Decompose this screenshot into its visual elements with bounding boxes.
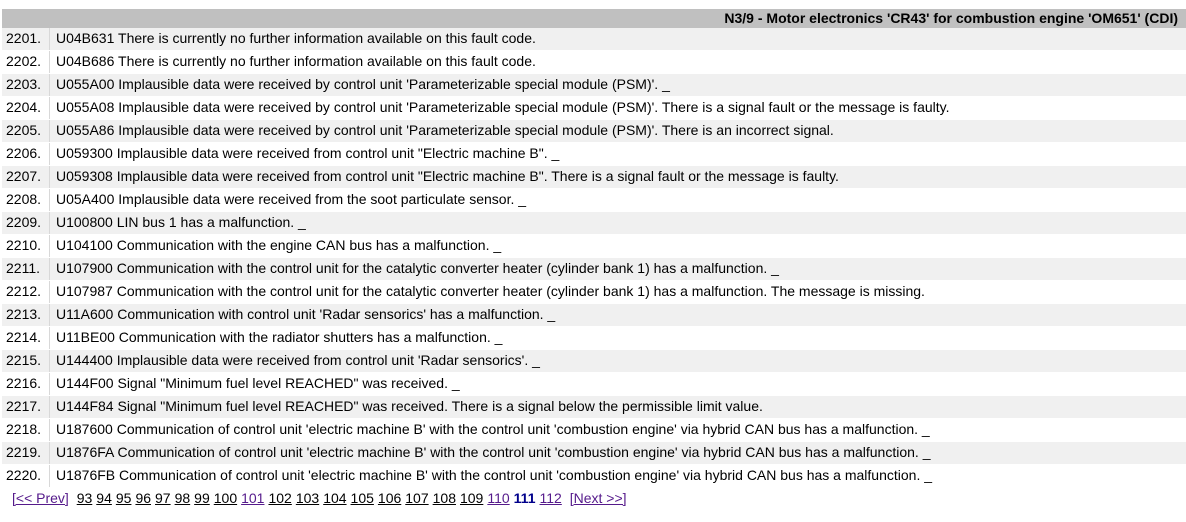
current-page: 111 <box>513 490 536 506</box>
fault-code-description: U04B686 There is currently no further information available on this fault code. <box>56 53 536 69</box>
fault-code-description: U144400 Implausible data were received from control unit 'Radar sensorics'. _ <box>56 352 540 368</box>
list-item <box>2 120 1186 143</box>
fault-code-description: U100800 LIN bus 1 has a malfunction. _ <box>56 214 306 230</box>
list-item <box>2 235 1186 258</box>
row-number: 2213. <box>2 304 50 326</box>
list-item <box>2 97 1186 120</box>
page-link[interactable]: 99 <box>194 490 210 506</box>
row-number: 2204. <box>2 97 50 119</box>
page-link[interactable]: 103 <box>295 490 320 506</box>
page-link[interactable]: 97 <box>155 490 171 506</box>
page-link[interactable]: 107 <box>405 490 429 506</box>
row-number: 2210. <box>2 235 50 257</box>
page-link[interactable]: 101 <box>241 490 265 506</box>
list-item <box>2 327 1186 350</box>
fault-code-description: U05A400 Implausible data were received from the soot particulate sensor. _ <box>56 191 527 207</box>
pagination <box>12 488 631 508</box>
list-item <box>2 189 1186 212</box>
list-item <box>2 212 1186 235</box>
page-link[interactable]: 106 <box>377 490 402 506</box>
fault-code-description: U055A00 Implausible data were received by control unit 'Parameterizable special module (PSM)'. _ <box>56 76 670 92</box>
page-link[interactable]: 102 <box>268 490 292 506</box>
fault-code-description: U055A08 Implausible data were received by control unit 'Parameterizable special module (PSM)'. There is a signal fault or the message is faulty. <box>56 99 950 115</box>
list-item <box>2 442 1186 465</box>
row-number: 2220. <box>2 465 50 487</box>
row-number: 2205. <box>2 120 50 142</box>
fault-code-description: U107900 Communication with the control unit for the catalytic converter heater (cylinder bank 1) has a malfunction. _ <box>56 260 779 276</box>
fault-code-description: U104100 Communication with the engine CAN bus has a malfunction. _ <box>56 237 502 253</box>
prev-page-link[interactable]: [<< Prev] <box>12 490 69 506</box>
page-link[interactable]: 112 <box>539 490 562 506</box>
row-number: 2211. <box>2 258 50 280</box>
list-item <box>2 419 1186 442</box>
page-link[interactable]: 95 <box>115 490 132 506</box>
row-number: 2208. <box>2 189 50 211</box>
page-link[interactable]: 98 <box>174 490 191 506</box>
fault-code-description: U059300 Implausible data were received from control unit "Electric machine B". _ <box>56 145 560 161</box>
list-item <box>2 396 1186 419</box>
fault-code-description: U11BE00 Communication with the radiator shutters has a malfunction. _ <box>56 329 503 345</box>
fault-code-description: U144F84 Signal "Minimum fuel level REACHED" was received. There is a signal below the permissible limit value. <box>56 398 763 414</box>
row-number: 2216. <box>2 373 50 395</box>
page-link[interactable]: 110 <box>487 490 510 506</box>
fault-code-description: U1876FB Communication of control unit 'electric machine B' with the control unit 'combustion engine' via hybrid CAN bus has a malfunction. _ <box>56 467 933 483</box>
fault-code-description: U107987 Communication with the control unit for the catalytic converter heater (cylinder bank 1) has a malfunction. The message is missing. <box>56 283 925 299</box>
fault-code-description: U04B631 There is currently no further information available on this fault code. <box>56 30 536 46</box>
page-link[interactable]: 93 <box>76 490 93 506</box>
row-number: 2215. <box>2 350 50 372</box>
page-title: N3/9 - Motor electronics 'CR43' for combustion engine 'OM651' (CDI) <box>2 9 1186 28</box>
fault-code-description: U059308 Implausible data were received from control unit "Electric machine B". There is a signal fault or the message is faulty. <box>56 168 839 184</box>
page-link[interactable]: 96 <box>135 490 152 506</box>
list-item <box>2 465 1186 488</box>
fault-code-description: U1876FA Communication of control unit 'electric machine B' with the control unit 'combustion engine' via hybrid CAN bus has a malfunction. _ <box>56 444 931 460</box>
row-number: 2217. <box>2 396 50 418</box>
fault-code-description: U187600 Communication of control unit 'electric machine B' with the control unit 'combustion engine' via hybrid CAN bus has a malfunction. _ <box>56 421 930 437</box>
row-number: 2203. <box>2 74 50 96</box>
page-link[interactable]: 100 <box>213 490 238 506</box>
page-link[interactable]: 109 <box>459 490 484 506</box>
row-number: 2219. <box>2 442 50 464</box>
row-number: 2209. <box>2 212 50 234</box>
fault-code-list <box>2 28 1186 488</box>
next-page-link[interactable]: [Next >>] <box>569 490 627 506</box>
page-link[interactable]: 94 <box>96 490 112 506</box>
row-number: 2214. <box>2 327 50 349</box>
page-link[interactable]: 105 <box>350 490 374 506</box>
list-item <box>2 304 1186 327</box>
row-number: 2201. <box>2 28 50 50</box>
list-item <box>2 143 1186 166</box>
row-number: 2212. <box>2 281 50 303</box>
row-number: 2206. <box>2 143 50 165</box>
page-link[interactable]: 104 <box>323 490 347 506</box>
fault-code-description: U11A600 Communication with control unit 'Radar sensorics' has a malfunction. _ <box>56 306 556 322</box>
list-item <box>2 74 1186 97</box>
list-item <box>2 166 1186 189</box>
list-item <box>2 258 1186 281</box>
list-item <box>2 281 1186 304</box>
list-item <box>2 51 1186 74</box>
row-number: 2207. <box>2 166 50 188</box>
fault-code-description: U055A86 Implausible data were received by control unit 'Parameterizable special module (PSM)'. There is an incorrect signal. <box>56 122 834 138</box>
row-number: 2218. <box>2 419 50 441</box>
fault-code-description: U144F00 Signal "Minimum fuel level REACHED" was received. _ <box>56 375 460 391</box>
list-item <box>2 350 1186 373</box>
list-item <box>2 28 1186 51</box>
page-link[interactable]: 108 <box>432 490 456 506</box>
list-item <box>2 373 1186 396</box>
row-number: 2202. <box>2 51 50 73</box>
